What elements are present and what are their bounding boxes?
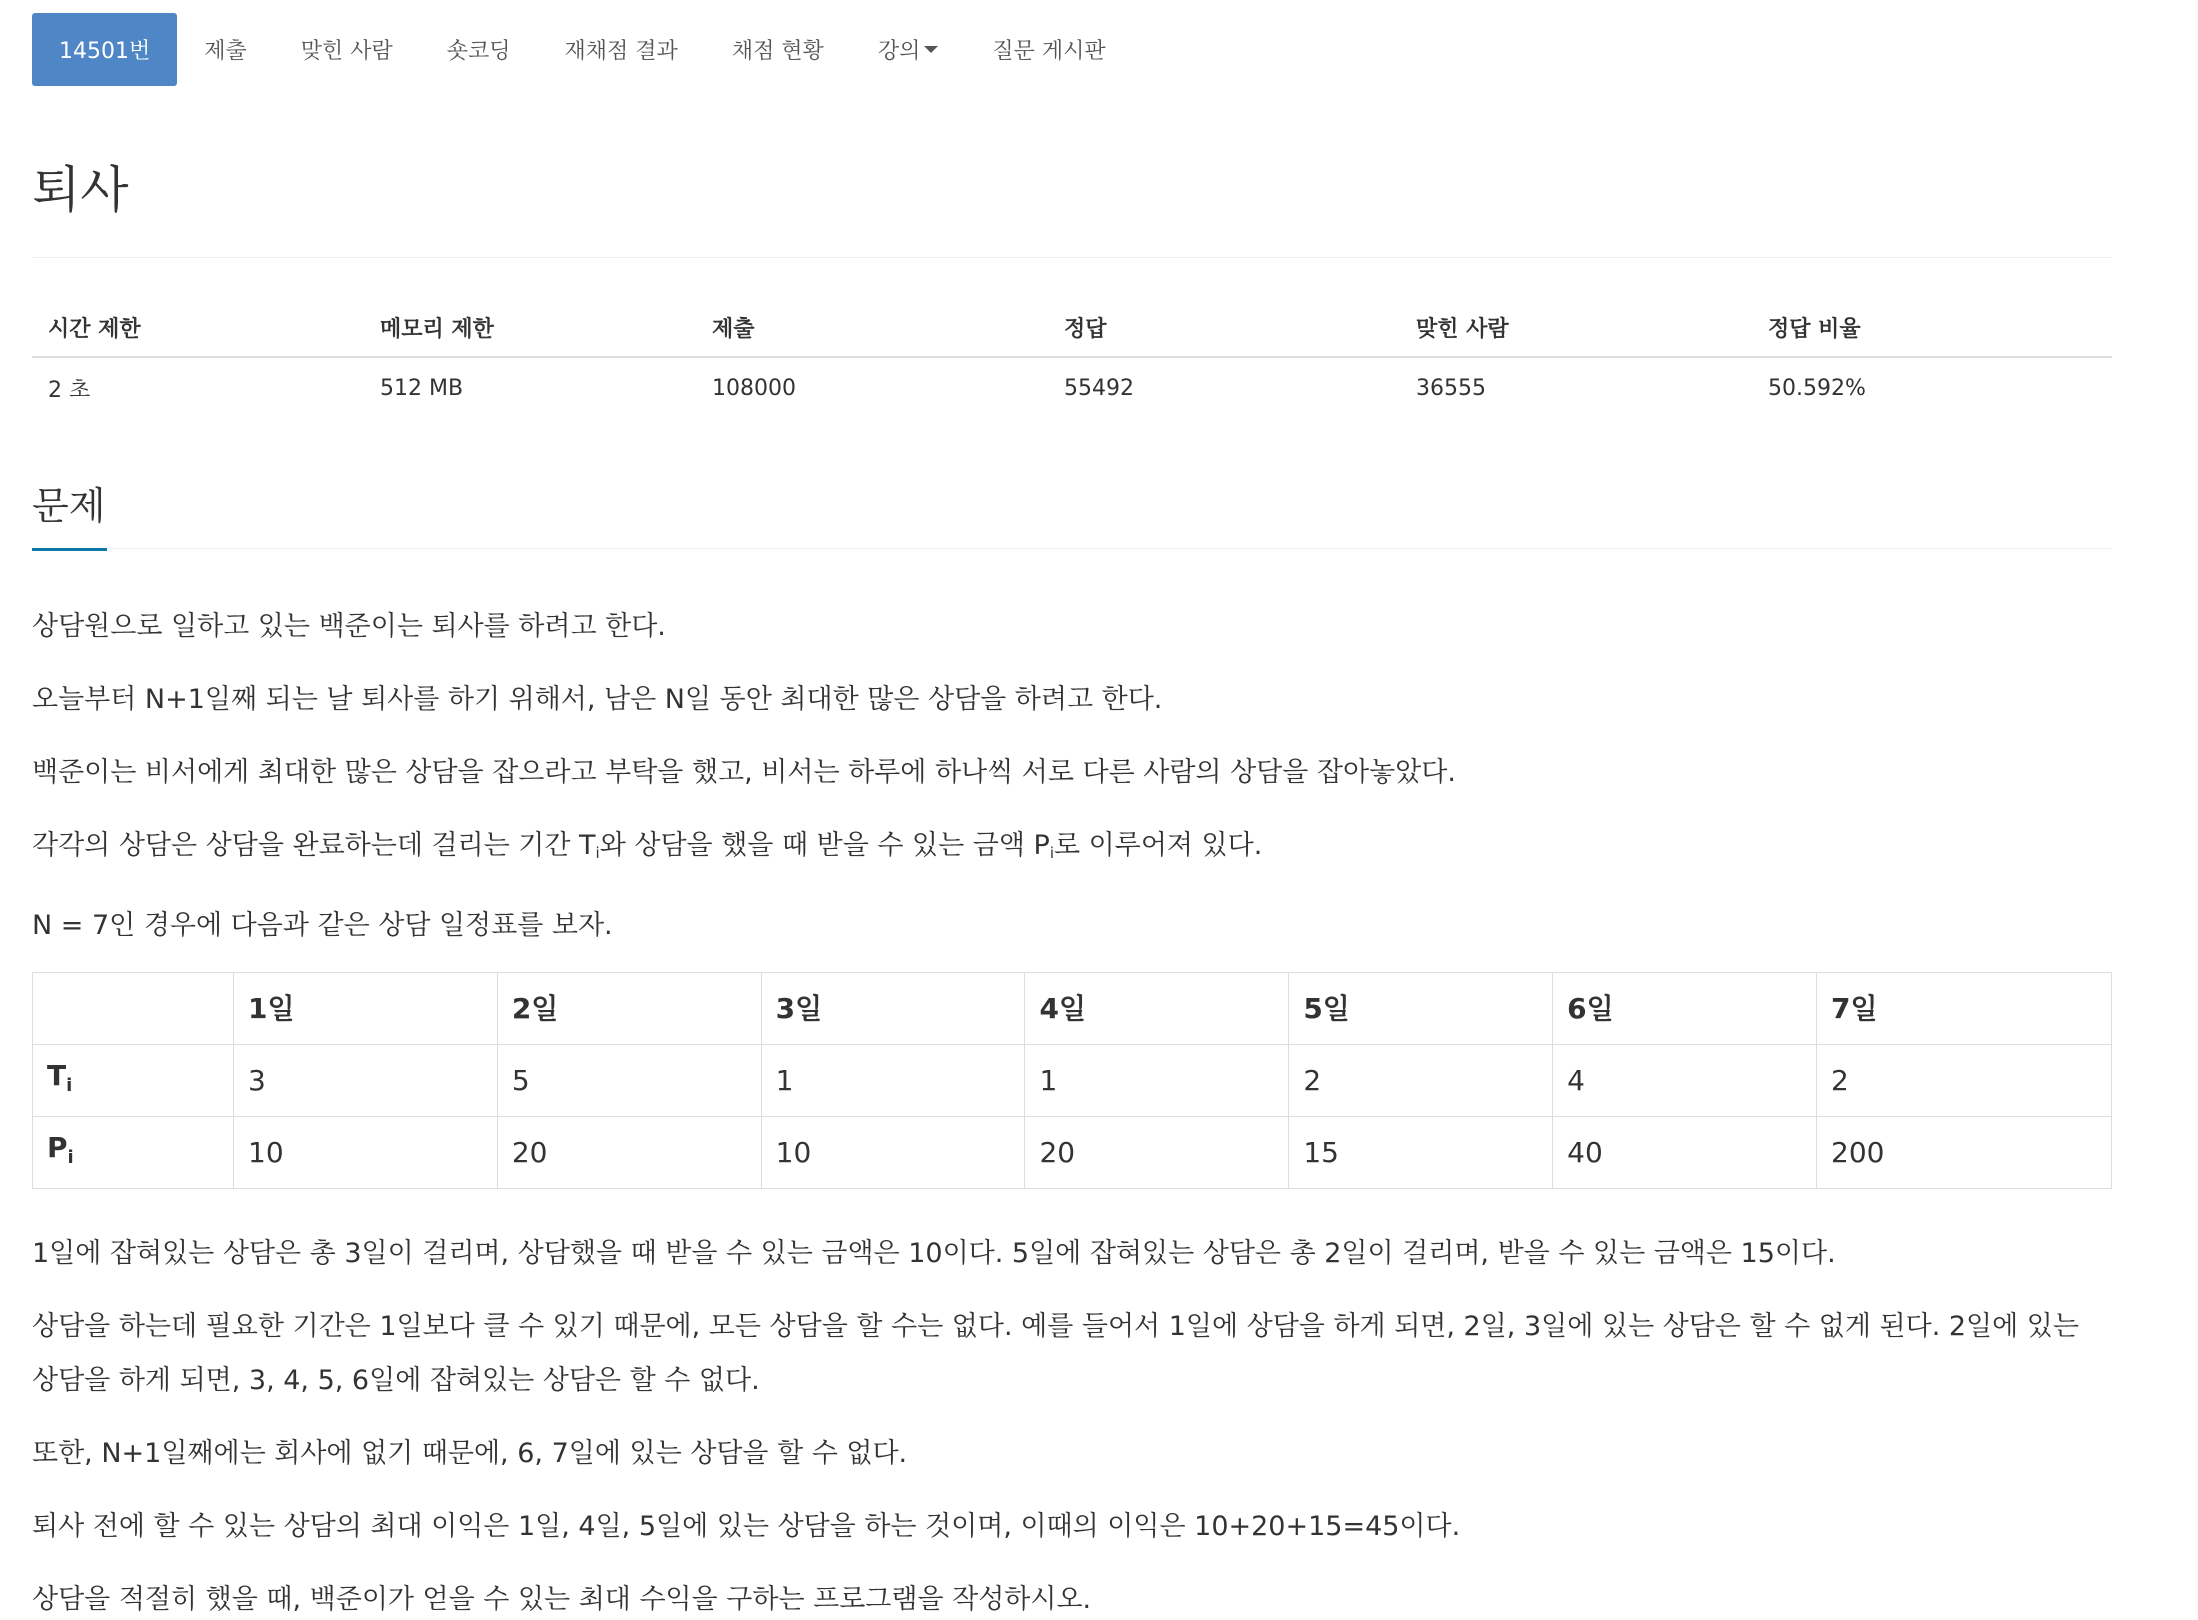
problem-paragraph: 상담을 적절히 했을 때, 백준이가 얻을 수 있는 최대 수익을 구하는 프로그램을 작성하시오. [32,1584,1092,1615]
problem-paragraph: N = 7인 경우에 다음과 같은 상담 일정표를 보자. [32,910,613,941]
schedule-row-t [33,1045,2112,1117]
value-memory-limit: 512 MB [380,375,464,401]
schedule-day-header: 7일 [1817,973,2112,1045]
problem-info-table [32,298,2112,418]
schedule-row-p [33,1117,2112,1189]
value-accept-ratio: 50.592% [1768,375,1866,401]
problem-nav [32,13,1133,86]
schedule-cell: 1 [761,1045,1025,1117]
subscript: i [595,844,600,862]
schedule-cell: 1 [1025,1045,1289,1117]
tab-solved-users[interactable]: 맞힌 사람 [300,39,393,64]
title-divider [32,257,2112,258]
section-header [32,476,2112,549]
schedule-day-header: 2일 [497,973,761,1045]
schedule-cell: 20 [497,1117,761,1189]
tab-judge-status[interactable]: 채점 현황 [731,39,824,64]
schedule-cell: 2 [1289,1045,1553,1117]
header-time-limit: 시간 제한 [32,298,364,357]
section-title-problem: 문제 [32,476,107,551]
header-solved-users: 맞힌 사람 [1400,298,1752,357]
schedule-day-header: 4일 [1025,973,1289,1045]
schedule-cell: 20 [1025,1117,1289,1189]
row-label-text: P [47,1130,68,1164]
problem-paragraph: 1일에 잡혀있는 상담은 총 3일이 걸리며, 상담했을 때 받을 수 있는 금액은 10이다. 5일에 잡혀있는 상담은 총 2일이 걸리며, 받을 수 있는 금액은 15이다. [32,1238,1836,1269]
schedule-cell: 15 [1289,1117,1553,1189]
problem-title: 퇴사 [32,161,129,219]
header-memory-limit: 메모리 제한 [364,298,696,357]
row-label-text: T [47,1058,67,1092]
problem-paragraph [32,819,2112,880]
subscript: i [1049,844,1054,862]
value-time-limit: 2 초 [48,377,91,403]
schedule-header-row [33,973,2112,1045]
schedule-cell: 2 [1817,1045,2112,1117]
problem-paragraph: 오늘부터 N+1일째 되는 날 퇴사를 하기 위해서, 남은 N일 동안 최대한 많은 상담을 하려고 한다. [32,684,1163,715]
schedule-cell: 200 [1817,1117,2112,1189]
paragraph-text: 각각의 상담은 상담을 완료하는데 걸리는 기간 T [32,830,596,861]
schedule-cell: 40 [1553,1117,1817,1189]
problem-description [32,600,2112,1620]
schedule-corner-cell [33,973,234,1045]
info-value-row [32,357,2112,418]
problem-paragraph: 상담을 하는데 필요한 기간은 1일보다 클 수 있기 때문에, 모든 상담을 할 수는 없다. 예를 들어서 1일에 상담을 하게 되면, 2일, 3일에 있는 상담은 할 수 없게 된다. 2일에 있는 상담을 하게 되면, 3, 4, 5, 6일에 잡혀있는 상담은 할 수 없다. [32,1311,2079,1396]
caret-down-icon [924,46,938,53]
value-solved-users: 36555 [1416,375,1486,401]
schedule-row-label-p [33,1117,234,1189]
paragraph-text: 와 상담을 했을 때 받을 수 있는 금액 P [599,830,1050,861]
problem-paragraph: 또한, N+1일째에는 회사에 없기 때문에, 6, 7일에 있는 상담을 할 수 없다. [32,1438,908,1469]
header-accept-ratio: 정답 비율 [1752,298,2112,357]
problem-paragraph: 퇴사 전에 할 수 있는 상담의 최대 이익은 1일, 4일, 5일에 있는 상담을 하는 것이며, 이때의 이익은 10+20+15=45이다. [32,1511,1461,1542]
header-submissions: 제출 [696,298,1048,357]
tab-rejudge-results[interactable]: 재채점 결과 [564,39,678,64]
schedule-cell: 10 [761,1117,1025,1189]
schedule-cell: 10 [234,1117,498,1189]
info-header-row [32,298,2112,357]
subscript: i [67,1146,74,1168]
problem-paragraph: 상담원으로 일하고 있는 백준이는 퇴사를 하려고 한다. [32,611,666,642]
paragraph-text: 로 이루어져 있다. [1053,830,1263,861]
subscript: i [66,1074,73,1096]
schedule-day-header: 5일 [1289,973,1553,1045]
header-accepted: 정답 [1048,298,1400,357]
schedule-day-header: 3일 [761,973,1025,1045]
tab-problem-number[interactable]: 14501번 [32,13,177,86]
schedule-day-header: 1일 [234,973,498,1045]
schedule-cell: 3 [234,1045,498,1117]
schedule-table [32,972,2112,1189]
schedule-day-header: 6일 [1553,973,1817,1045]
tab-short-coding[interactable]: 숏코딩 [446,39,511,64]
schedule-cell: 5 [497,1045,761,1117]
tab-submit[interactable]: 제출 [204,39,247,64]
tab-lectures-dropdown[interactable] [851,13,966,86]
schedule-cell: 4 [1553,1045,1817,1117]
tab-lectures-label: 강의 [877,39,921,64]
tab-question-board[interactable]: 질문 게시판 [992,39,1106,64]
schedule-row-label-t [33,1045,234,1117]
problem-paragraph: 백준이는 비서에게 최대한 많은 상담을 잡으라고 부탁을 했고, 비서는 하루에 하나씩 서로 다른 사람의 상담을 잡아놓았다. [32,757,1456,788]
value-submissions: 108000 [712,375,796,401]
value-accepted: 55492 [1064,375,1134,401]
